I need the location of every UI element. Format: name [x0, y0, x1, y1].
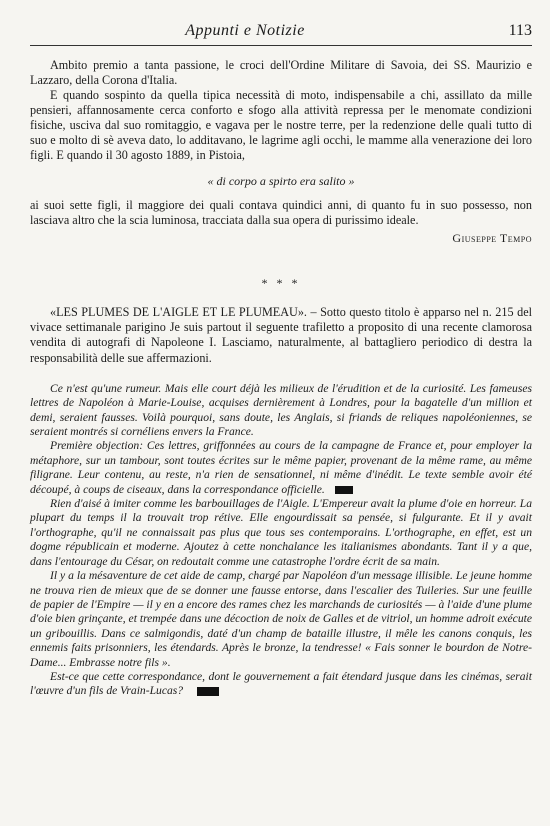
- section-separator: * * *: [261, 276, 301, 290]
- quoted-french-text: [30, 382, 532, 699]
- page-body: [30, 58, 532, 699]
- french-paragraph: Rien d'aisé à imiter comme les barbouillages de l'Aigle. L'Empereur avait la plume d'oie en horreur. La plupart du temps il la trouvait trop rétive. Elle engourdissait sa pensée, si fulgurante. Et il y avait l'orthographe, qu'il ne connaissait pas plus que tous ses contemporains. L'orthographe, en effet, est un dogme républicain et moderne. Ajoutez à cette nonchalance les italianismes abondants. Tant il y a que, dans l'entourage du César, on redoutait comme une catastrophe l'ordre écrit de sa main.: [30, 497, 532, 568]
- french-paragraph-text: Est-ce que cette correspondance, dont le gouvernement a fait étendard jusque dans les cinémas, serait l'œuvre d'un fils de Vrain-Lucas?: [30, 669, 532, 698]
- paragraph: ai suoi sette figli, il maggiore dei quali contava quindici anni, di quanto fu in suo possesso, non lasciava altro che la scia luminosa, tracciata dalla sua opera di purissimo ideale.: [30, 198, 532, 227]
- french-paragraph: Il y a la mésaventure de cet aide de camp, chargé par Napoléon d'un message illisible. Le jeune homme ne trouva rien de mieux que de se donner une fausse entorse, dans l'escalier des Tuileries. Sur une feuille de papier de l'Empire — il y en a encore des rames chez les marchands de curiosités — à l'aide d'une plume d'oie bien grinçante, et trempée dans une décoction de noix de Galles et de vitriol, un homme adroit exécute un gribouillis. Dans ce salmigondis, daté d'un champ de bataille illustre, il mêle les canons conquis, les ennemis faits prisonniers, les étendards. Après le bronze, la tendresse! « Fais sonner le bourdon de Notre-Dame... Embrasse notre fils ».: [30, 569, 532, 669]
- quotation: « di corpo a spirto era salito »: [207, 174, 355, 188]
- french-paragraph: [30, 439, 532, 497]
- paragraph: E quando sospinto da quella tipica necessità di moto, indispensabile a chi, assillato da mille pensieri, affannosamente cerca conforto e sfogo alla attività repressa per le menomate condizioni fisiche, usciva dal suo romitaggio, e vagava per le nostre terre, per la redenzione delle quali tutto di suo e molto di sè aveva dato, lo additavano, le lagrime agli occhi, le mamme alla venerazione dei loro figli. E quando il 30 agosto 1889, in Pistoia,: [30, 88, 532, 162]
- french-paragraph-text: Première objection: Ces lettres, griffonnées au cours de la campagne de France et, pour employer la métaphore, sur un tambour, sont toutes écrites sur le même papier, provenant de la même rame, au même filigrane. Leur contenu, au reste, n'a rien de sensationnel, ni même d'inédit. Le texte semble avoir été découpé, à coups de ciseaux, dans la correspondance officielle.: [30, 439, 532, 496]
- running-header: [30, 19, 532, 46]
- author-signature: Giuseppe Tempo: [452, 231, 532, 245]
- french-paragraph: Ce n'est qu'une rumeur. Mais elle court déjà les milieux de l'érudition et de la curiosité. Les fameuses lettres de Napoléon à Marie-Louise, acquises dernièrement à Londres, pour la bagatelle d'un million et demi, seraient fausses. Voilà pourquoi, sans doute, les Anglais, si friands de reliques napoléoniennes, se seraient montrés si cornéliens envers la France.: [30, 381, 532, 439]
- running-title: Appunti e Notizie: [185, 22, 305, 39]
- french-paragraph: [30, 670, 532, 699]
- ink-blot-icon: [197, 687, 219, 696]
- article-intro: «LES PLUMES DE L'AIGLE ET LE PLUMEAU». – Sotto questo titolo è apparso nel n. 215 del vivace settimanale parigino Je suis partout il seguente trafiletto a proposito di una recente clamorosa vendita di autografi di Napoleone I. Lasciamo, naturalmente, al battagliero periodico di destra la responsabilità delle sue affermazioni.: [30, 305, 532, 365]
- ink-blot-icon: [335, 486, 353, 494]
- paragraph: Ambito premio a tanta passione, le croci dell'Ordine Militare di Savoia, dei SS. Maurizio e Lazzaro, della Corona d'Italia.: [30, 58, 532, 87]
- page-number: 113: [508, 22, 532, 39]
